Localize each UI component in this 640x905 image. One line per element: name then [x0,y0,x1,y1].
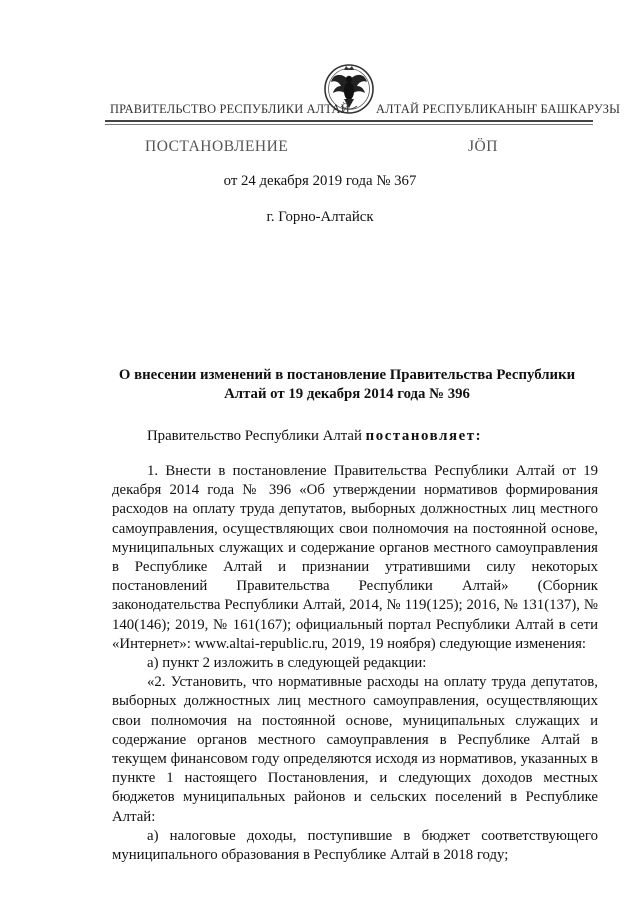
header-org-altai: АЛТАЙ РЕСПУБЛИКАНЫҤ БАШКАРУЗЫ [376,102,621,116]
document-city: г. Горно-Алтайск [266,209,374,225]
header-org-russian: ПРАВИТЕЛЬСТВО РЕСПУБЛИКИ АЛТАЙ [110,102,350,116]
header-divider-thin [105,124,593,125]
document-title: О внесении изменений в постановление Правительства Республики Алтай от 19 декабря 2014 года № 396 [118,367,576,402]
preamble [147,428,482,445]
doc-type-russian: ПОСТАНОВЛЕНИЕ [145,138,289,155]
paragraph: «2. Установить, что нормативные расходы на оплату труда депутатов, выборных должностных лиц местного самоуправления, осуществляющих свои полномочия на постоянной основе, муниципальных служащих и содержание органов местного самоуправления в Республике Алтай в текущем финансовом году определяются исходя из нормативов, указанных в пункте 1 настоящего Постановления, и следующих доходов местных бюджетов муниципальных районов и сельских поселений в Республике Алтай: [112,674,598,825]
paragraph: а) налоговые доходы, поступившие в бюджет соответствующего муниципального образования в Республике Алтай в 2018 году; [112,827,598,864]
paragraph: а) пункт 2 изложить в следующей редакции: [147,655,427,672]
preamble-text: Правительство Республики Алтай [147,428,366,444]
doc-type-altai: ЈӦП [468,138,498,155]
document-body [112,462,598,865]
preamble-verb: постановляет: [365,428,483,444]
header-divider [105,120,593,122]
document-date-number: от 24 декабря 2019 года № 367 [223,173,417,189]
paragraph: 1. Внести в постановление Правительства Республики Алтай от 19 декабря 2014 года № 396 «Об утверждении нормативов формирования расходов на оплату труда депутатов, выборных должностных лиц местного самоуправления, осуществляющих свои полномочия на постоянной основе, муниципальных служащих и содержание органов местного самоуправления в Республике Алтай и признании утратившими силу некоторых постановлений Правительства Республики Алтай» (Сборник законодательства Республики Алтай, 2014, № 119(125); 2016, № 131(137), № 140(146); 2019, № 161(167); официальный портал Республики Алтай в сети «Интернет»: www.altai-republic.ru, 2019, 19 ноября) следующие изменения: [112,463,598,652]
